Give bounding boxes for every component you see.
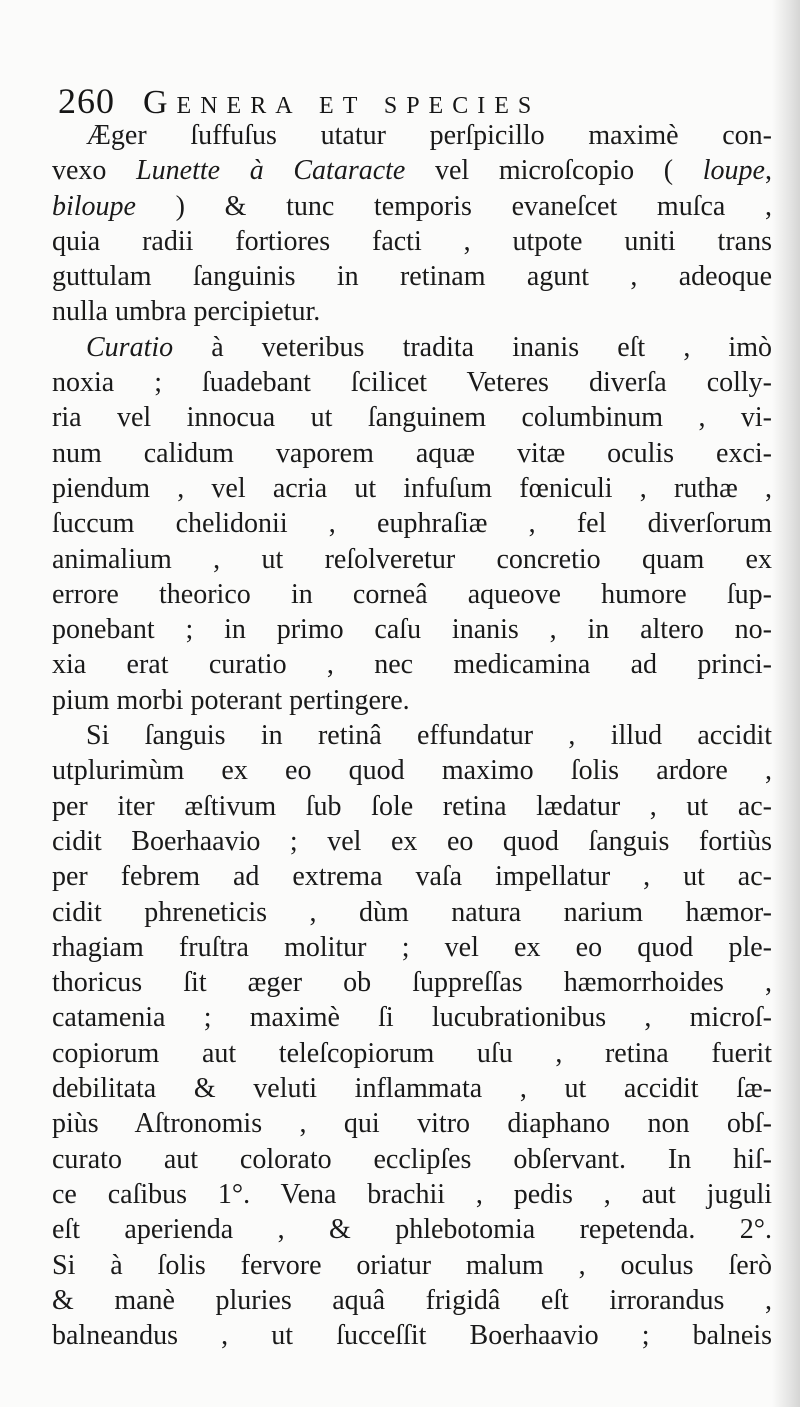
- body-text: [52, 118, 772, 1353]
- text-line: Si ſanguis in retinâ effundatur , illud accidit: [86, 720, 772, 752]
- text-line: guttulam ſanguinis in retinam agunt , adeoque: [52, 261, 772, 293]
- text-line: rhagiam fruſtra molitur ; vel ex eo quod ple-: [52, 931, 772, 963]
- text-line: ce caſibus 1°. Vena brachii , pedis , aut juguli: [52, 1178, 772, 1210]
- text-line: piendum , vel acria ut infuſum fœniculi , ruthæ ,: [52, 472, 772, 504]
- text-line: per febrem ad extrema vaſa impellatur , ut ac-: [52, 861, 772, 893]
- text-line: eſt aperienda , & phlebotomia repetenda. 2°.: [52, 1214, 772, 1246]
- text-line: ſuccum chelidonii , euphraſiæ , fel diverſorum: [52, 508, 772, 540]
- text-line: & manè pluries aquâ frigidâ eſt irrorandus ,: [52, 1284, 772, 1316]
- text-line: piùs Aſtronomis , qui vitro diaphano non obſ-: [52, 1108, 772, 1140]
- text-line: [52, 189, 772, 224]
- running-head: Genera et species: [143, 84, 541, 121]
- text-line: copiorum aut teleſcopiorum uſu , retina fuerit: [52, 1037, 772, 1069]
- text-line: errore theorico in corneâ aqueove humore ſup-: [52, 578, 772, 610]
- text-run: vexo: [52, 155, 137, 187]
- text-line: xia erat curatio , nec medicamina ad princi-: [52, 649, 772, 681]
- text-line: [52, 330, 772, 365]
- text-line: num calidum vaporem aquæ vitæ oculis exci-: [52, 437, 772, 469]
- page-gutter-shadow: [772, 0, 800, 1407]
- text-line: balneandus , ut ſucceſſit Boerhaavio ; balneis: [52, 1320, 772, 1352]
- text-line: animalium , ut reſolveretur concretio quam ex: [52, 543, 772, 575]
- text-line: Æger ſuffuſus utatur perſpicillo maximè con-: [86, 120, 772, 151]
- text-line: ria vel innocua ut ſanguinem columbinum , vi-: [52, 402, 772, 434]
- italic-term: biloupe: [52, 190, 136, 222]
- text-line: ponebant ; in primo caſu inanis , in altero no-: [52, 614, 772, 646]
- text-line: per iter æſtivum ſub ſole retina lædatur , ut ac-: [52, 790, 772, 822]
- italic-term: Lunette à Cataracte: [136, 155, 406, 187]
- text-line: cidit phreneticis , dùm natura narium hæmor-: [52, 896, 772, 928]
- text-line: cidit Boerhaavio ; vel ex eo quod ſanguis fortiùs: [52, 825, 772, 857]
- text-run: ,: [765, 155, 772, 187]
- page-number: 260: [58, 81, 115, 121]
- text-line: catamenia ; maximè ſi lucubrationibus , microſ-: [52, 1002, 772, 1034]
- text-line: pium morbi poterant pertingere.: [52, 684, 410, 716]
- text-line: Si à ſolis fervore oriatur malum , oculus ſerò: [52, 1249, 772, 1281]
- italic-term: Curatio: [86, 331, 174, 363]
- text-line: curato aut colorato ecclipſes obſervant. In hiſ-: [52, 1143, 772, 1175]
- italic-term: loupe: [702, 155, 765, 187]
- text-run: ) & tunc temporis evaneſcet muſca ,: [136, 190, 772, 222]
- text-line: utplurimùm ex eo quod maximo ſolis ardore ,: [52, 755, 772, 787]
- text-line: noxia ; ſuadebant ſcilicet Veteres diverſa colly-: [52, 367, 772, 399]
- text-run: à veteribus tradita inanis eſt , imò: [173, 331, 772, 363]
- text-run: vel microſcopio (: [405, 155, 703, 187]
- text-line: thoricus ſit æger ob ſuppreſſas hæmorrhoides ,: [52, 967, 772, 999]
- text-line: quia radii fortiores facti , utpote uniti trans: [52, 225, 772, 257]
- text-line: [52, 153, 772, 188]
- text-line: debilitata & veluti inflammata , ut accidit ſæ-: [52, 1073, 772, 1105]
- text-line: nulla umbra percipietur.: [52, 296, 321, 328]
